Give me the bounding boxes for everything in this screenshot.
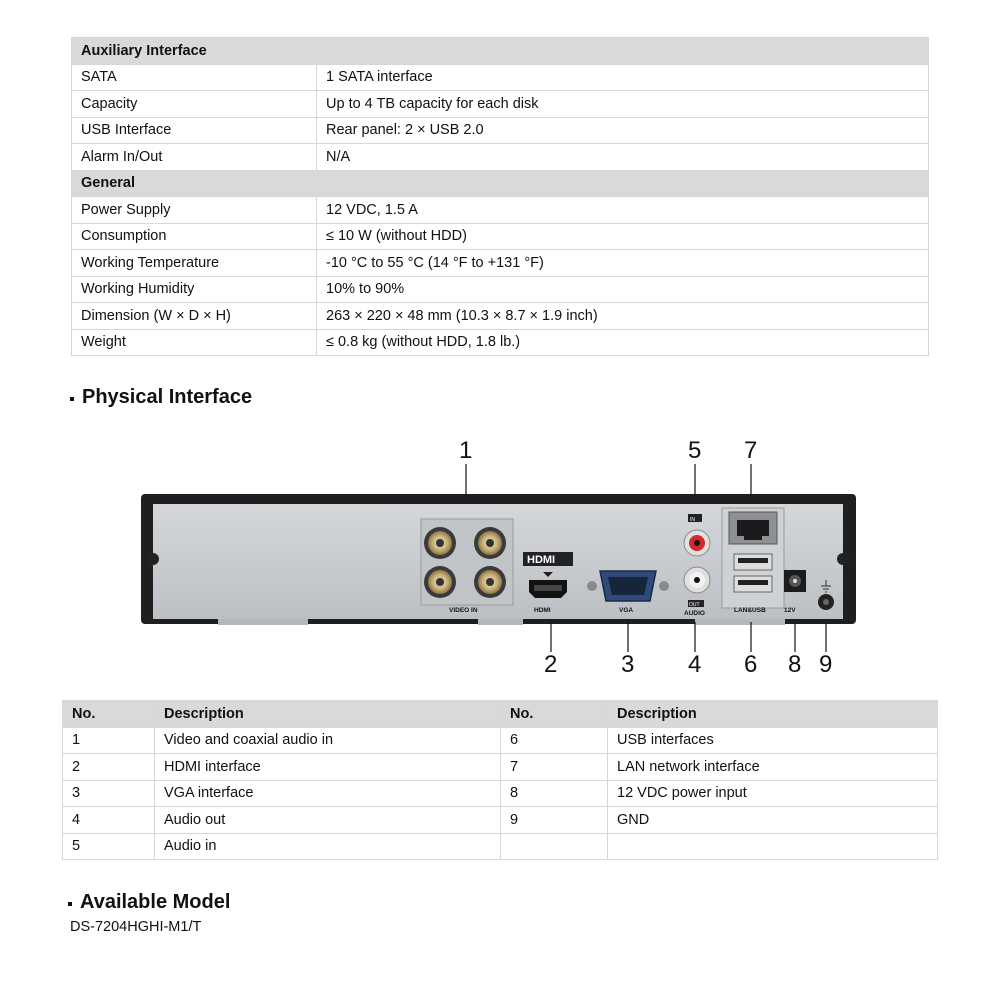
cell-no: 8 xyxy=(501,780,608,807)
rca-audio-out xyxy=(684,567,710,593)
spec-value: 12 VDC, 1.5 A xyxy=(317,197,929,224)
interface-table xyxy=(62,700,938,860)
cell-no: 1 xyxy=(63,727,155,754)
cell-description: Audio out xyxy=(155,807,501,834)
bnc-connector xyxy=(474,527,506,559)
header-no: No. xyxy=(501,701,608,728)
bullet-icon xyxy=(70,397,74,401)
cell-no: 6 xyxy=(501,727,608,754)
spec-row xyxy=(72,276,929,303)
cell-no: 4 xyxy=(63,807,155,834)
section-title: General xyxy=(72,170,929,197)
spec-row xyxy=(72,329,929,356)
spec-label: Working Temperature xyxy=(72,250,317,277)
device-rear-panel-illustration xyxy=(0,430,1000,680)
spec-label: Alarm In/Out xyxy=(72,144,317,171)
spec-value: -10 °C to 55 °C (14 °F to +131 °F) xyxy=(317,250,929,277)
video-in-label: VIDEO IN xyxy=(449,607,478,614)
callout-3: 3 xyxy=(621,651,635,678)
physical-interface-heading xyxy=(70,386,252,409)
spec-label: Weight xyxy=(72,329,317,356)
bullet-icon xyxy=(68,902,72,906)
usb-port xyxy=(734,554,772,570)
spec-value: 1 SATA interface xyxy=(317,64,929,91)
callout-8: 8 xyxy=(788,651,802,678)
spec-label: SATA xyxy=(72,64,317,91)
cell-description: VGA interface xyxy=(155,780,501,807)
spec-row xyxy=(72,223,929,250)
section-title: Auxiliary Interface xyxy=(72,38,929,65)
spec-label: USB Interface xyxy=(72,117,317,144)
callout-1: 1 xyxy=(459,437,473,464)
header-description: Description xyxy=(608,701,938,728)
cell-description: USB interfaces xyxy=(608,727,938,754)
spec-value: N/A xyxy=(317,144,929,171)
table-row xyxy=(63,754,938,781)
available-model-heading xyxy=(68,891,230,914)
spec-value: Up to 4 TB capacity for each disk xyxy=(317,91,929,118)
bnc-connector xyxy=(424,527,456,559)
callout-5: 5 xyxy=(688,437,702,464)
callout-6: 6 xyxy=(744,651,758,678)
power-label: 12V xyxy=(784,607,796,614)
rca-audio-in xyxy=(684,530,710,556)
audio-label: AUDIO xyxy=(684,610,705,617)
lan-usb-label: LAN&USB xyxy=(734,607,766,614)
cell-description: LAN network interface xyxy=(608,754,938,781)
spec-row xyxy=(72,91,929,118)
spec-row xyxy=(72,117,929,144)
spec-label: Dimension (W × D × H) xyxy=(72,303,317,330)
section-header-general xyxy=(72,170,929,197)
spec-label: Power Supply xyxy=(72,197,317,224)
spec-value: ≤ 10 W (without HDD) xyxy=(317,223,929,250)
callout-4: 4 xyxy=(688,651,702,678)
cell-description xyxy=(608,833,938,860)
spec-label: Working Humidity xyxy=(72,276,317,303)
cell-description: Audio in xyxy=(155,833,501,860)
section-header-auxiliary xyxy=(72,38,929,65)
table-row xyxy=(63,833,938,860)
spec-value: ≤ 0.8 kg (without HDD, 1.8 lb.) xyxy=(317,329,929,356)
cell-no: 5 xyxy=(63,833,155,860)
cell-no: 2 xyxy=(63,754,155,781)
cell-description: GND xyxy=(608,807,938,834)
cell-no xyxy=(501,833,608,860)
spec-row xyxy=(72,144,929,171)
video-in-ports xyxy=(421,519,513,614)
lan-port xyxy=(729,512,777,544)
usb-port xyxy=(734,576,772,592)
spec-row xyxy=(72,303,929,330)
hdmi-label: HDMI xyxy=(534,607,551,614)
hdmi-logo: HDMI xyxy=(527,554,556,566)
callout-2: 2 xyxy=(544,651,558,678)
spec-value: 263 × 220 × 48 mm (10.3 × 8.7 × 1.9 inch) xyxy=(317,303,929,330)
spec-value: 10% to 90% xyxy=(317,276,929,303)
callout-7: 7 xyxy=(744,437,758,464)
spec-label: Consumption xyxy=(72,223,317,250)
callout-9: 9 xyxy=(819,651,833,678)
heading-text: Available Model xyxy=(80,891,231,913)
heading-text: Physical Interface xyxy=(82,386,253,408)
header-description: Description xyxy=(155,701,501,728)
header-no: No. xyxy=(63,701,155,728)
spec-table xyxy=(71,37,929,356)
cell-no: 9 xyxy=(501,807,608,834)
cell-description: 12 VDC power input xyxy=(608,780,938,807)
cell-description: HDMI interface xyxy=(155,754,501,781)
cell-description: Video and coaxial audio in xyxy=(155,727,501,754)
audio-in-label: IN xyxy=(690,517,695,523)
bnc-connector xyxy=(474,566,506,598)
lan-usb-ports xyxy=(722,508,784,614)
spec-value: Rear panel: 2 × USB 2.0 xyxy=(317,117,929,144)
audio-out-label: OUT xyxy=(689,602,700,608)
interface-table-header xyxy=(63,701,938,728)
table-row xyxy=(63,807,938,834)
cell-no: 3 xyxy=(63,780,155,807)
bnc-connector xyxy=(424,566,456,598)
vga-label: VGA xyxy=(619,607,634,614)
table-row xyxy=(63,727,938,754)
spec-label: Capacity xyxy=(72,91,317,118)
spec-row xyxy=(72,64,929,91)
spec-row xyxy=(72,197,929,224)
table-row xyxy=(63,780,938,807)
spec-row xyxy=(72,250,929,277)
model-number: DS-7204HGHI-M1/T xyxy=(70,919,202,935)
cell-no: 7 xyxy=(501,754,608,781)
